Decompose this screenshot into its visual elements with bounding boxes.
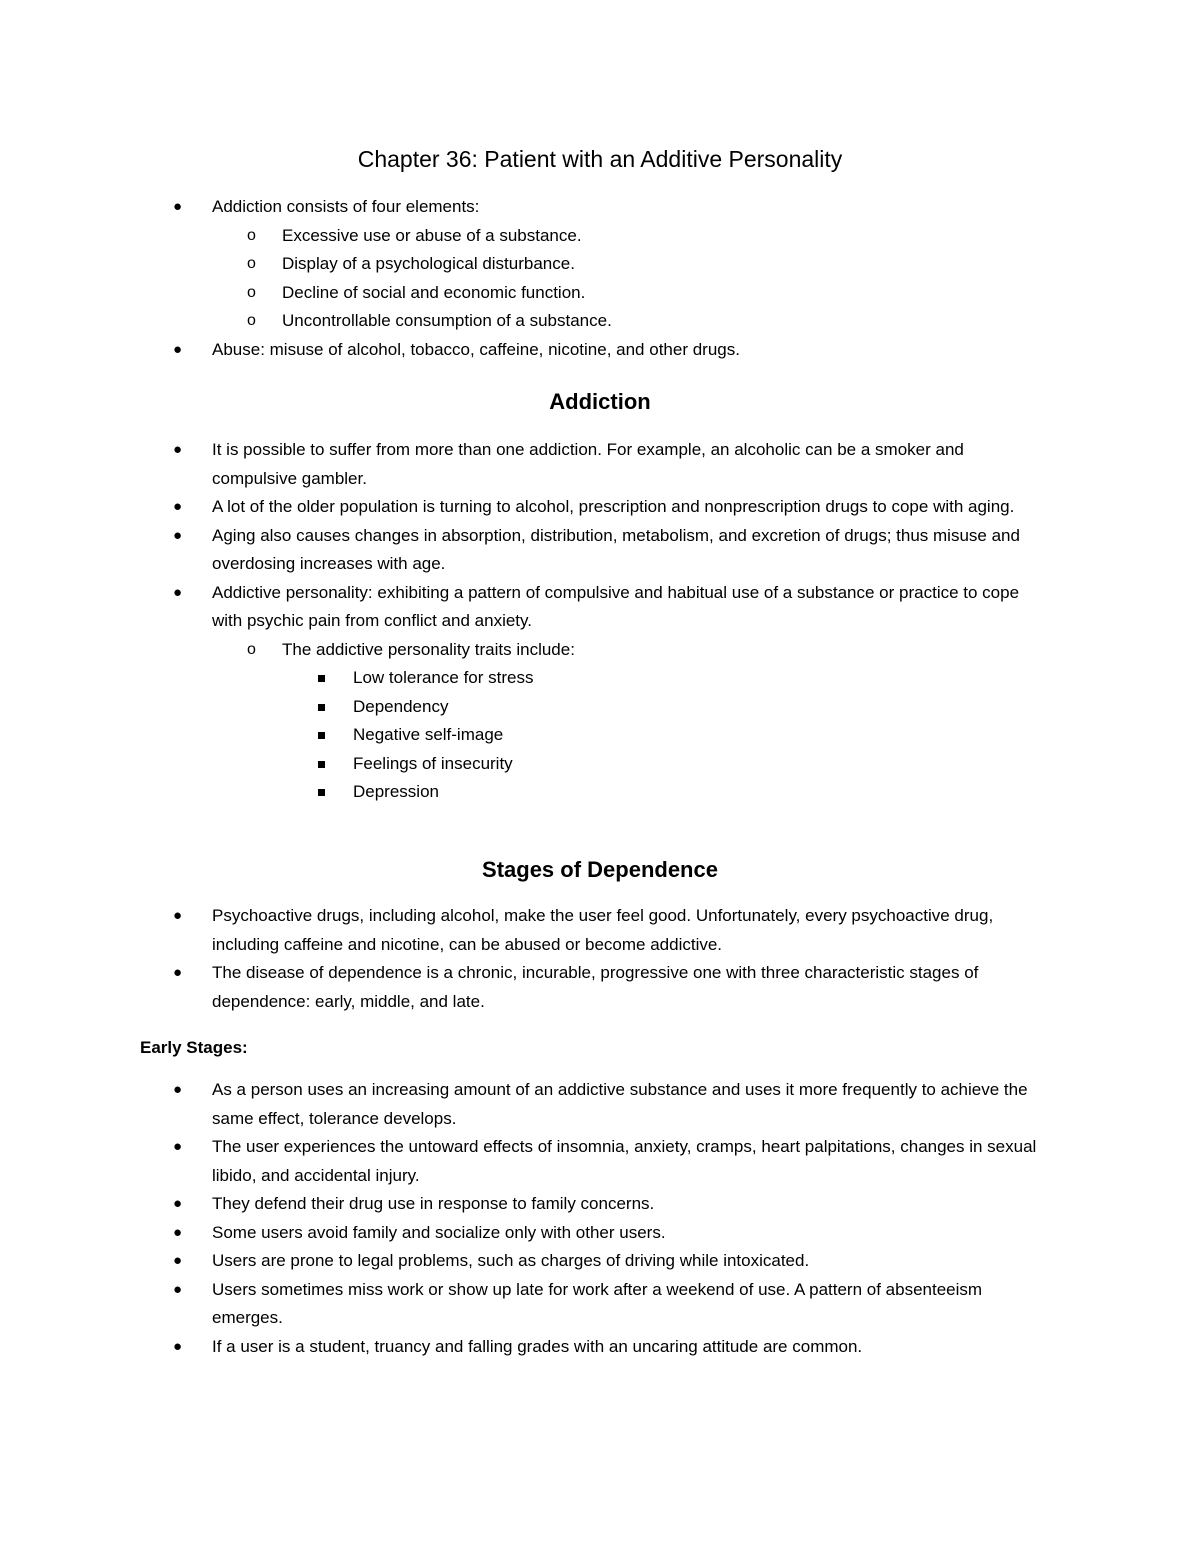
list-item: [0, 902, 1052, 959]
list-item: [0, 1076, 1052, 1133]
list-item-text: Addiction consists of four elements:: [212, 197, 480, 216]
circle-bullet-icon: o: [247, 255, 256, 272]
bullet-icon: ●: [173, 441, 183, 458]
list-subitem-text: Uncontrollable consumption of a substance.: [282, 311, 612, 330]
list-subitem-text: Excessive use or abuse of a substance.: [282, 225, 582, 245]
trait-item: [0, 750, 1053, 779]
bullet-icon: ●: [173, 1223, 183, 1241]
circle-bullet-icon: o: [247, 283, 256, 301]
square-bullet-icon: [318, 704, 325, 711]
circle-bullet-icon: o: [247, 226, 256, 244]
section-heading-stages: Stages of Dependence: [482, 857, 718, 882]
bullet-icon: ●: [173, 340, 183, 358]
list-item-text: It is possible to suffer from more than one addiction. For example, an alcoholic can be a smoker and compulsive gambler.: [212, 440, 964, 488]
list-subitem: [0, 307, 1042, 336]
bullet-icon: ●: [173, 907, 183, 924]
trait-text: Dependency: [353, 696, 449, 716]
list-item: [0, 959, 1052, 1016]
list-item-text: Psychoactive drugs, including alcohol, make the user feel good. Unfortunately, every psychoactive drug, including caffeine and nicotine, can be abused or become addictive.: [212, 906, 994, 954]
bullet-icon: ●: [173, 583, 183, 601]
trait-item: [0, 693, 1053, 722]
bullet-icon: ●: [173, 526, 183, 544]
section-heading-addiction: Addiction: [549, 389, 651, 414]
list-subitem: [0, 250, 1042, 279]
trait-item: [0, 664, 1053, 693]
bullet-icon: ●: [173, 1337, 183, 1355]
list-item: [0, 1276, 1052, 1333]
list-item-text: As a person uses an increasing amount of an addictive substance and uses it more frequently to achieve the same effect, tolerance develops.: [212, 1080, 1028, 1128]
list-item-text: Some users avoid family and socialize only with other users.: [212, 1222, 666, 1242]
list-item-text: If a user is a student, truancy and falling grades with an uncaring attitude are common.: [212, 1336, 863, 1356]
circle-bullet-icon: o: [247, 312, 256, 329]
list-subitem-text: The addictive personality traits include:: [282, 639, 575, 659]
trait-text: Negative self-image: [353, 725, 504, 744]
list-subitem: [0, 636, 1042, 665]
bullet-icon: ●: [173, 964, 183, 981]
list-item-text: Users are prone to legal problems, such as charges of driving while intoxicated.: [212, 1251, 810, 1270]
list-item: [0, 1247, 1052, 1276]
bullet-icon: ●: [173, 1138, 183, 1155]
list-item: [0, 1333, 1052, 1362]
list-item: [0, 336, 1052, 365]
list-item: [0, 1190, 1052, 1219]
trait-item: [0, 778, 1053, 807]
list-item-text: A lot of the older population is turning to alcohol, prescription and nonprescription drugs to cope with aging.: [212, 497, 1015, 516]
list-item-text: Abuse: misuse of alcohol, tobacco, caffeine, nicotine, and other drugs.: [212, 339, 740, 359]
list-item: [0, 1133, 1052, 1190]
addiction-list: [0, 436, 1200, 807]
bullet-icon: ●: [173, 1195, 183, 1212]
trait-text: Feelings of insecurity: [353, 753, 513, 773]
list-item: [0, 193, 1052, 222]
list-item-text: The user experiences the untoward effects of insomnia, anxiety, cramps, heart palpitations, changes in sexual libido, and accidental injury.: [212, 1137, 1037, 1185]
list-item: [0, 522, 1052, 579]
early-stages-heading: Early Stages:: [140, 1038, 248, 1057]
stages-list: [0, 902, 1200, 1016]
list-subitem: [0, 222, 1042, 251]
list-item-text: They defend their drug use in response to family concerns.: [212, 1194, 655, 1213]
square-bullet-icon: [318, 675, 325, 682]
page-title: Chapter 36: Patient with an Additive Personality: [357, 146, 843, 172]
trait-text: Depression: [353, 782, 439, 801]
square-bullet-icon: [318, 761, 325, 768]
bullet-icon: ●: [173, 1280, 183, 1298]
list-item: [0, 493, 1052, 522]
list-item-text: Addictive personality: exhibiting a pattern of compulsive and habitual use of a substance or practice to cope with psychic pain from conflict and anxiety.: [212, 582, 1020, 630]
list-item: [0, 1219, 1052, 1248]
list-item: [0, 579, 1052, 636]
trait-text: Low tolerance for stress: [353, 668, 534, 687]
intro-list: [0, 193, 1200, 364]
square-bullet-icon: [318, 732, 325, 739]
list-subitem: [0, 279, 1042, 308]
list-item-text: Users sometimes miss work or show up late for work after a weekend of use. A pattern of absenteeism emerges.: [212, 1279, 983, 1327]
early-stages-list: [0, 1076, 1200, 1361]
list-item: [0, 436, 1052, 493]
bullet-icon: ●: [173, 1252, 183, 1269]
bullet-icon: ●: [173, 498, 183, 515]
list-subitem-text: Display of a psychological disturbance.: [282, 254, 575, 273]
bullet-icon: ●: [173, 1081, 183, 1098]
square-bullet-icon: [318, 789, 325, 796]
bullet-icon: ●: [173, 198, 183, 215]
circle-bullet-icon: o: [247, 640, 256, 658]
trait-item: [0, 721, 1053, 750]
list-subitem-text: Decline of social and economic function.: [282, 282, 586, 302]
list-item-text: The disease of dependence is a chronic, incurable, progressive one with three characteristic stages of dependence: early, middle, and late.: [212, 963, 979, 1011]
list-item-text: Aging also causes changes in absorption, distribution, metabolism, and excretion of drugs; thus misuse and overdosing increases with age.: [212, 525, 1020, 573]
